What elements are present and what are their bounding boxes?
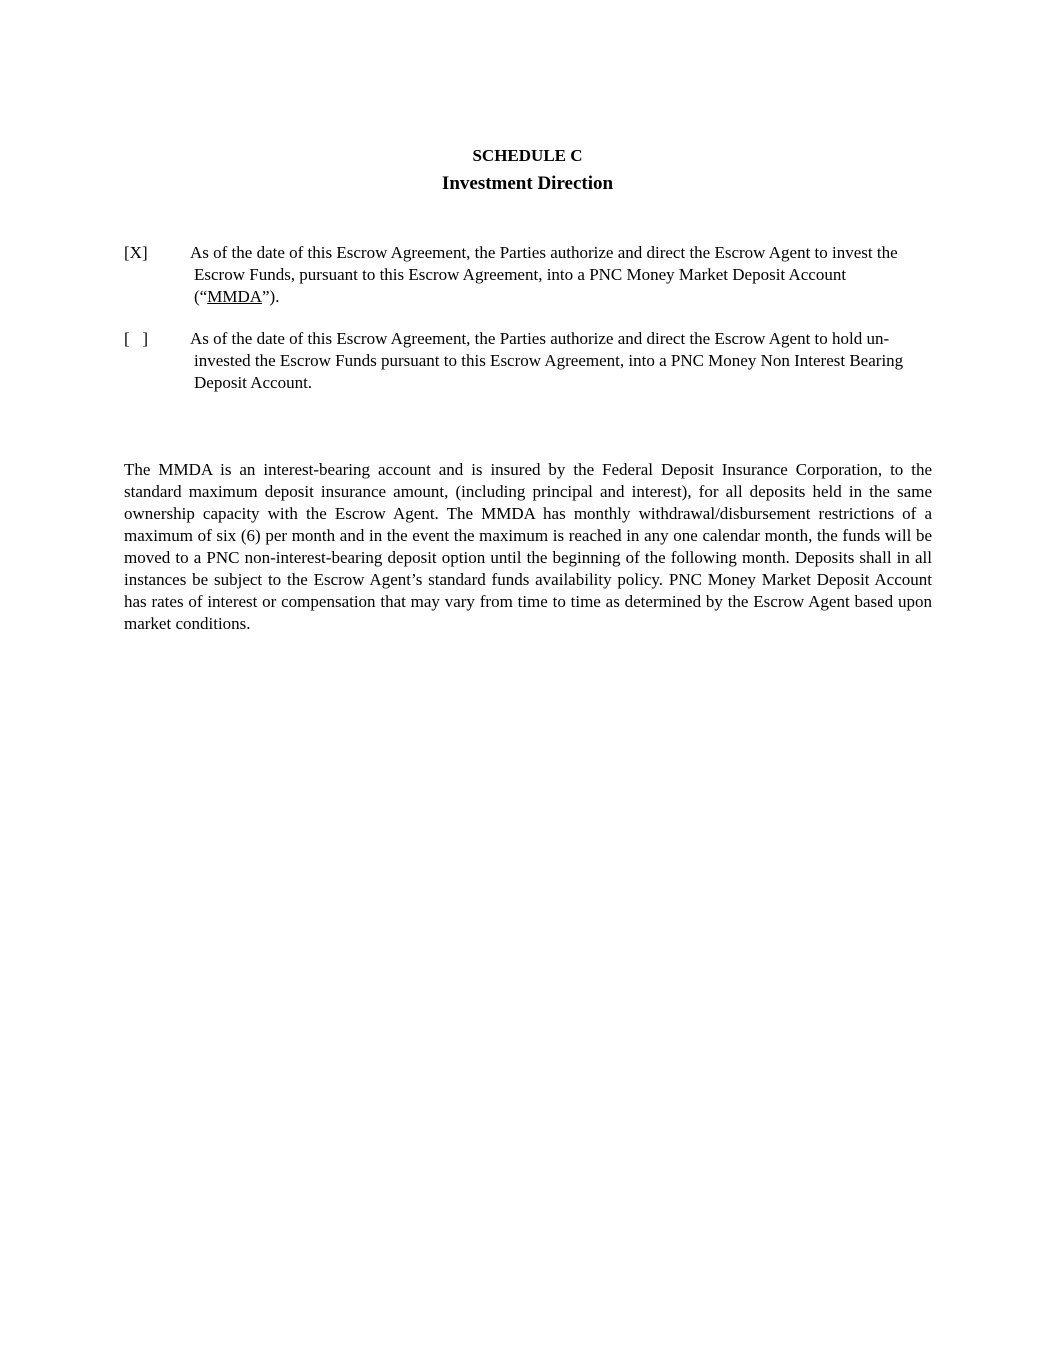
option-text-after: ”). xyxy=(262,287,280,306)
investment-option-mmda xyxy=(124,242,934,308)
defined-term-mmda: MMDA xyxy=(207,287,263,306)
option-text-before: As of the date of this Escrow Agreement, the Parties authorize and direct the Escrow Agent to invest the Escrow Funds, pursuant to this Escrow Agreement, into a PNC Money Market Deposit Account (“ xyxy=(190,243,898,306)
schedule-subtitle: Investment Direction xyxy=(441,173,614,194)
investment-option-non-interest xyxy=(124,328,934,394)
schedule-title: SCHEDULE C xyxy=(472,146,583,165)
option-text xyxy=(190,242,934,308)
option-checkbox-marker: [X] xyxy=(124,243,148,262)
option-checkbox-marker: [ ] xyxy=(124,329,149,348)
mmda-disclosure-paragraph: The MMDA is an interest-bearing account and is insured by the Federal Deposit Insurance Corporation, to the standard maximum deposit insurance amount, (including principal and interest), for all deposits held in the same ownership capacity with the Escrow Agent. The MMDA has monthly withdrawal/disbursement restrictions of a maximum of six (6) per month and in the event the maximum is reached in any one calendar month, the funds will be moved to a PNC non-interest-bearing deposit option until the beginning of the following month. Deposits shall in all instances be subject to the Escrow Agent’s standard funds availability policy. PNC Money Market Deposit Account has rates of interest or compensation that may vary from time to time as determined by the Escrow Agent based upon market conditions. xyxy=(124,460,932,633)
option-text: As of the date of this Escrow Agreement, the Parties authorize and direct the Escrow Agent to hold un-invested the Escrow Funds pursuant to this Escrow Agreement, into a PNC Money Non Interest Bearing Deposit Account. xyxy=(190,329,904,392)
